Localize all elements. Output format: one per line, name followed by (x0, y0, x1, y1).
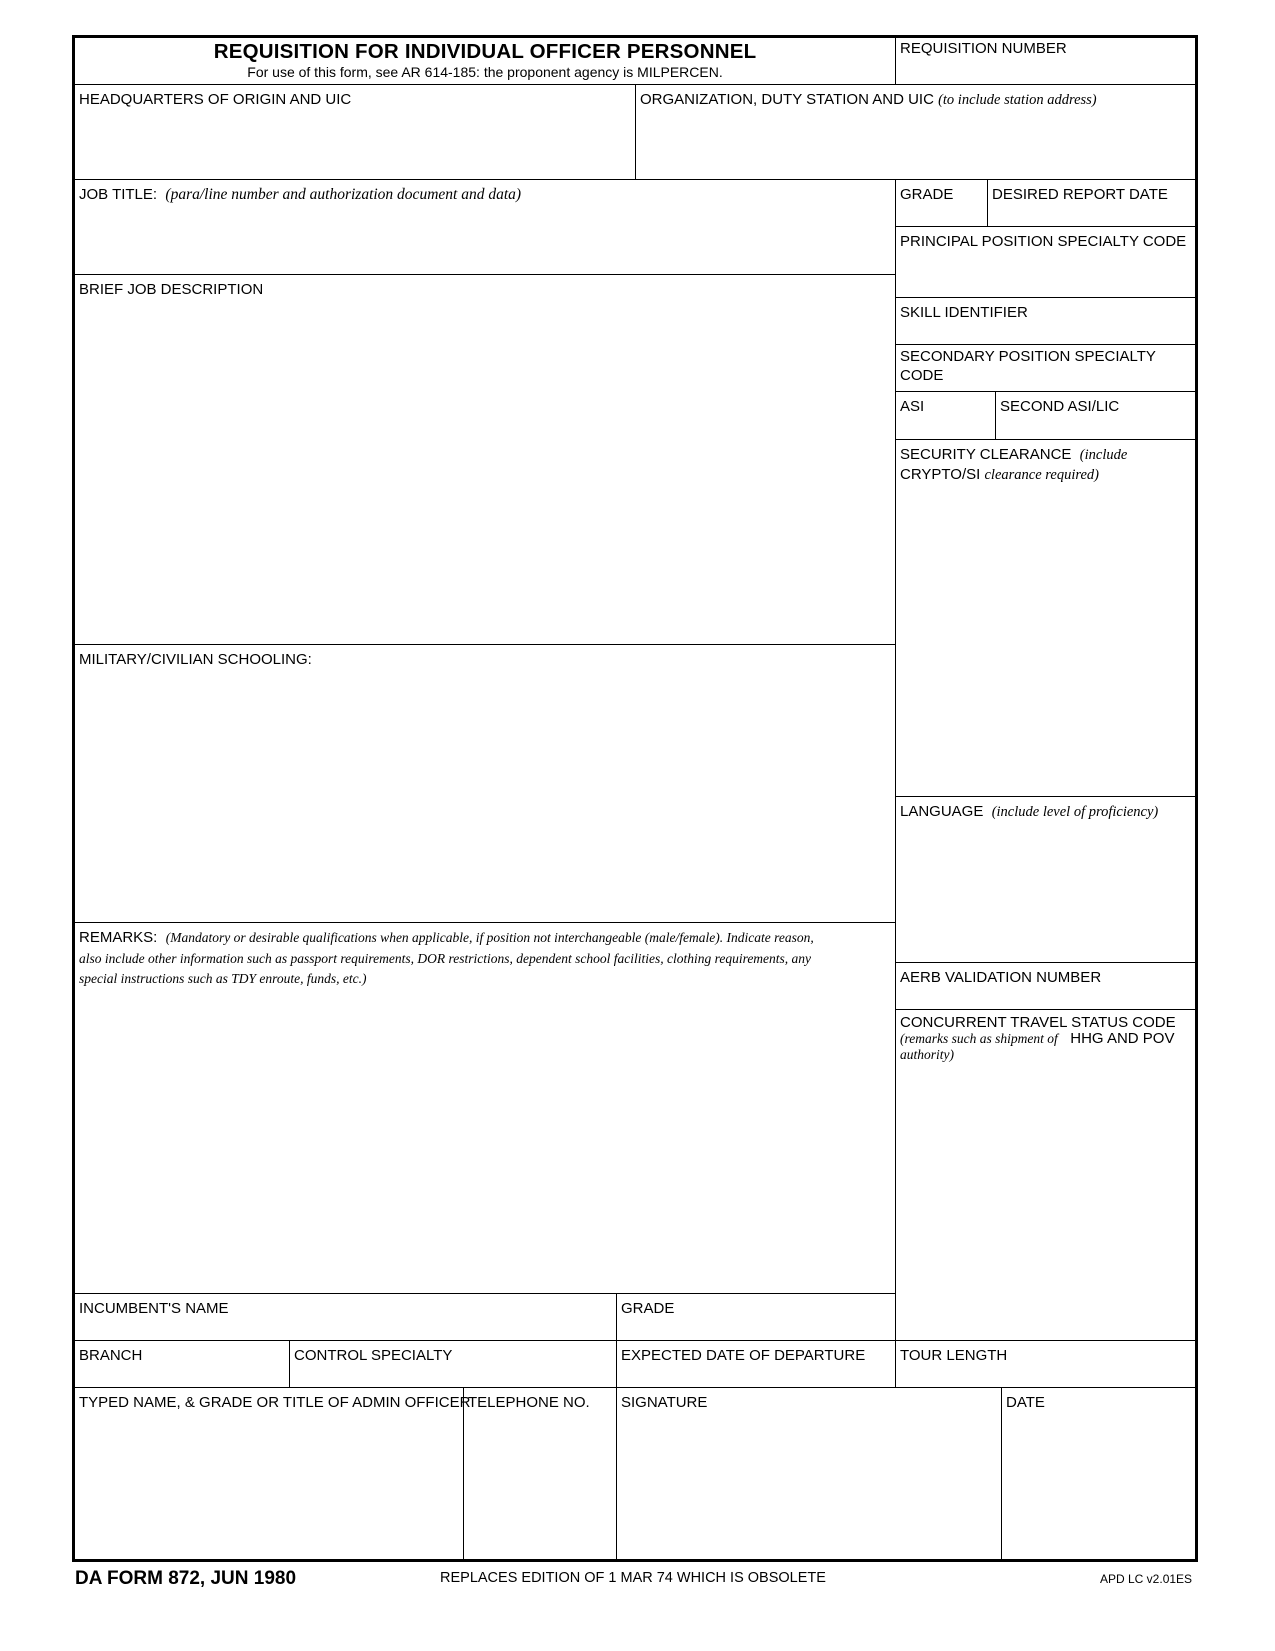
branch-label: BRANCH (79, 1347, 143, 1364)
asi-field[interactable] (895, 391, 995, 439)
concurrent-travel-note-2: authority) (900, 1047, 954, 1062)
concurrent-travel-note: (remarks such as shipment of (900, 1031, 1058, 1046)
concurrent-travel-label-text: CONCURRENT TRAVEL STATUS CODE (900, 1014, 1176, 1031)
remarks-note: (Mandatory or desirable qualifications when applicable, if position not interchangeable (male/female). Indicate reason, also include other information such as passport requirements, DOR restrictions, dependent school facilities, clothing requirements, any special instructions such as TDY enroute, funds, etc.) (79, 930, 814, 986)
form-title: REQUISITION FOR INDIVIDUAL OFFICER PERSONNEL (213, 40, 757, 63)
replaces-notice: REPLACES EDITION OF 1 MAR 74 WHICH IS OBSOLETE (440, 1570, 826, 1586)
desired-report-date-label: DESIRED REPORT DATE (992, 186, 1168, 203)
desired-report-date-field[interactable] (987, 179, 1198, 226)
form-id: DA FORM 872, JUN 1980 (75, 1568, 297, 1589)
schooling-field[interactable] (75, 644, 895, 922)
secondary-psc-field[interactable] (895, 344, 1198, 391)
security-clearance-label (900, 445, 1127, 485)
control-specialty-label: CONTROL SPECIALTY (294, 1347, 453, 1364)
remarks-label (79, 928, 839, 990)
security-clearance-note: (include (1079, 447, 1128, 463)
brief-job-description-field[interactable] (75, 274, 895, 644)
requisition-number-label: REQUISITION NUMBER (900, 40, 1067, 57)
second-asi-field[interactable] (995, 391, 1198, 439)
headquarters-field[interactable] (75, 84, 635, 179)
job-title-label-text: JOB TITLE: (79, 186, 158, 203)
telephone-label: TELEPHONE NO. (468, 1394, 590, 1411)
aerb-validation-field[interactable] (895, 962, 1198, 1009)
admin-officer-label: TYPED NAME, & GRADE OR TITLE OF ADMIN OFFICER (79, 1394, 471, 1411)
security-clearance-label-text: SECURITY CLEARANCE (900, 446, 1072, 463)
security-clearance-field[interactable] (895, 439, 1198, 796)
tour-length-field[interactable] (895, 1340, 1198, 1387)
brief-job-description-label: BRIEF JOB DESCRIPTION (79, 281, 264, 298)
job-title-label (79, 185, 521, 205)
job-title-note: (para/line number and authorization document and data) (165, 186, 522, 203)
asi-label: ASI (900, 398, 925, 415)
headquarters-label: HEADQUARTERS OF ORIGIN AND UIC (79, 91, 352, 108)
language-label (900, 802, 1158, 822)
organization-label-text: ORGANIZATION, DUTY STATION AND UIC (640, 91, 934, 108)
aerb-validation-label: AERB VALIDATION NUMBER (900, 969, 1102, 986)
organization-field[interactable] (635, 84, 1198, 179)
secondary-psc-label: SECONDARY POSITION SPECIALTY CODE (900, 348, 1156, 384)
security-clearance-crypto: CRYPTO/SI (900, 466, 981, 483)
date-field[interactable] (1001, 1387, 1198, 1562)
language-label-text: LANGUAGE (900, 803, 984, 820)
telephone-field[interactable] (463, 1387, 616, 1562)
requisition-form (72, 35, 1198, 1562)
concurrent-travel-field[interactable] (895, 1009, 1198, 1340)
signature-label: SIGNATURE (621, 1394, 708, 1411)
signature-field[interactable] (616, 1387, 1001, 1562)
grade-field[interactable] (895, 179, 987, 226)
remarks-field[interactable] (75, 922, 895, 1293)
remarks-label-text: REMARKS: (79, 929, 158, 946)
grade-label: GRADE (900, 186, 954, 203)
job-title-field[interactable] (75, 179, 895, 274)
principal-psc-label: PRINCIPAL POSITION SPECIALTY CODE (900, 233, 1187, 250)
skill-identifier-field[interactable] (895, 297, 1198, 344)
form-subtitle: For use of this form, see AR 614-185: the proponent agency is MILPERCEN. (247, 64, 723, 80)
concurrent-travel-label (900, 1015, 1190, 1063)
language-note: (include level of proficiency) (991, 804, 1159, 820)
expected-departure-label: EXPECTED DATE OF DEPARTURE (621, 1347, 866, 1364)
language-field[interactable] (895, 796, 1198, 962)
tour-length-label: TOUR LENGTH (900, 1347, 1008, 1364)
organization-note: (to include station address) (938, 92, 1097, 108)
security-clearance-note-2: clearance required) (984, 467, 1099, 483)
principal-psc-field[interactable] (895, 226, 1198, 297)
date-label: DATE (1006, 1394, 1045, 1411)
incumbent-name-label: INCUMBENT'S NAME (79, 1300, 229, 1317)
admin-officer-field[interactable] (75, 1387, 471, 1562)
concurrent-travel-hhg: HHG AND POV (1070, 1030, 1175, 1047)
form-header (75, 38, 895, 84)
incumbent-grade-field[interactable] (616, 1293, 895, 1340)
expected-departure-field[interactable] (616, 1340, 895, 1387)
branch-field[interactable] (75, 1340, 289, 1387)
second-asi-label: SECOND ASI/LIC (1000, 398, 1120, 415)
schooling-label: MILITARY/CIVILIAN SCHOOLING: (79, 651, 312, 668)
control-specialty-field[interactable] (289, 1340, 616, 1387)
version-label: APD LC v2.01ES (1100, 1572, 1193, 1586)
organization-label (640, 90, 1097, 110)
incumbent-grade-label: GRADE (621, 1300, 675, 1317)
requisition-number-field[interactable] (895, 38, 1198, 84)
incumbent-name-field[interactable] (75, 1293, 616, 1340)
skill-identifier-label: SKILL IDENTIFIER (900, 304, 1028, 321)
